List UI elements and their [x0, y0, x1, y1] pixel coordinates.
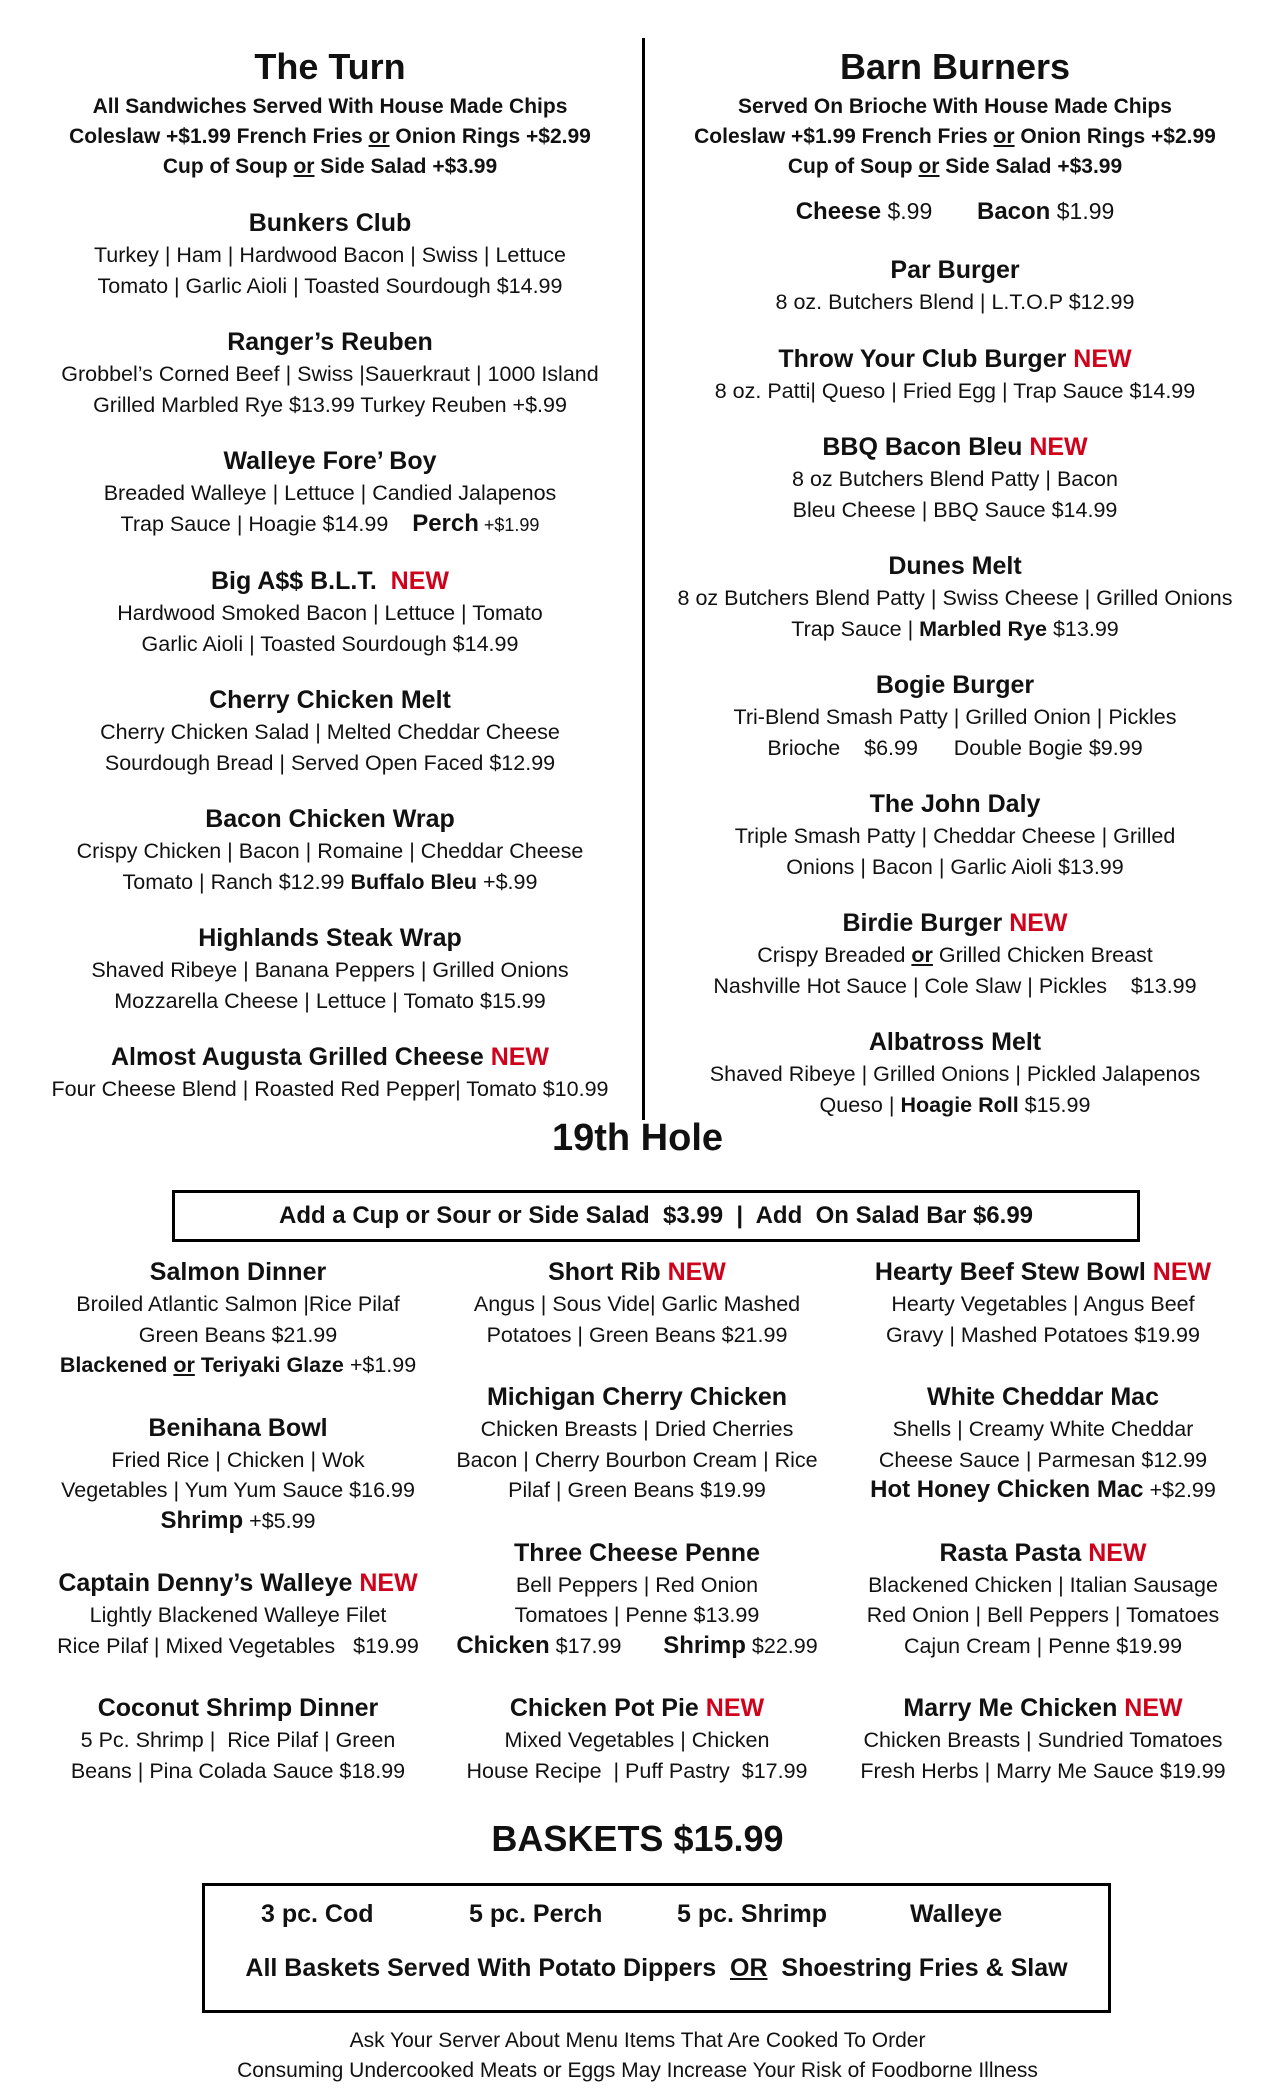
the-turn-subtitle-3: Cup of Soup or Side Salad +$3.99	[162, 155, 498, 179]
item-name: Short Rib NEW	[548, 1258, 726, 1286]
menu-item-the-john-daly	[655, 787, 1255, 882]
item-desc: Rice Pilaf | Mixed Vegetables $19.99	[57, 1633, 419, 1658]
item-name: Dunes Melt	[888, 552, 1022, 581]
item-desc: 8 oz Butchers Blend Patty | Swiss Cheese | Grilled Onions	[677, 586, 1233, 611]
menu-item-white-cheddar-mac	[838, 1380, 1248, 1506]
item-desc: Shells | Creamy White Cheddar	[892, 1417, 1194, 1441]
item-desc: Angus | Sous Vide| Garlic Mashed	[473, 1292, 801, 1316]
the-turn-subtitle-1: All Sandwiches Served With House Made Chips	[92, 95, 568, 119]
item-desc: Red Onion | Bell Peppers | Tomatoes	[866, 1603, 1220, 1627]
item-desc: Bacon | Cherry Bourbon Cream | Rice	[456, 1447, 818, 1472]
item-name: Ranger’s Reuben	[227, 328, 433, 357]
item-name: Albatross Melt	[868, 1028, 1042, 1057]
barn-burners-subtitle-1: Served On Brioche With House Made Chips	[738, 95, 1172, 119]
item-desc: Triple Smash Patty | Cheddar Cheese | Grilled	[734, 824, 1176, 849]
menu-item-highlands-steak-wrap	[30, 921, 630, 1016]
item-name: Highlands Steak Wrap	[198, 924, 462, 953]
item-desc: Blackened Chicken | Italian Sausage	[868, 1572, 1218, 1597]
item-desc: Queso | Hoagie Roll $15.99	[819, 1092, 1091, 1117]
footer-line-1: Ask Your Server About Menu Items That Are Cooked To Order	[349, 2029, 926, 2052]
menu-item-chicken-pot-pie	[432, 1691, 842, 1786]
barn-burners-subtitle-2: Coleslaw +$1.99 French Fries or Onion Rings +$2.99	[694, 125, 1216, 149]
19th-hole-column-1	[33, 1255, 443, 1786]
new-badge: NEW	[1088, 1538, 1147, 1567]
item-name: Throw Your Club Burger NEW	[778, 344, 1132, 373]
item-desc: Tomato | Garlic Aioli | Toasted Sourdough $14.99	[97, 273, 563, 298]
item-desc: Fresh Herbs | Marry Me Sauce $19.99	[860, 1758, 1226, 1783]
item-desc: Cherry Chicken Salad | Melted Cheddar Cheese	[100, 720, 560, 745]
item-desc: Nashville Hot Sauce | Cole Slaw | Pickles $13.99	[713, 973, 1197, 998]
item-desc: Mixed Vegetables | Chicken	[504, 1728, 770, 1752]
barn-burners-title: Barn Burners	[839, 46, 1071, 87]
item-desc: Green Beans $21.99	[138, 1322, 338, 1347]
burger-addons: Cheese $.99 Bacon $1.99	[795, 198, 1115, 226]
basket-option-perch: 5 pc. Perch	[469, 1900, 603, 1928]
item-desc: Bleu Cheese | BBQ Sauce $14.99	[792, 497, 1118, 522]
new-badge: NEW	[390, 567, 449, 596]
item-name: Almost Augusta Grilled Cheese NEW	[110, 1043, 550, 1072]
menu-item-benihana-bowl	[33, 1411, 443, 1537]
item-name: Captain Denny’s Walleye NEW	[58, 1569, 418, 1597]
footer-disclaimer	[0, 2026, 1275, 2086]
new-badge: NEW	[667, 1258, 726, 1286]
item-desc: Shaved Ribeye | Grilled Onions | Pickled Jalapenos	[709, 1062, 1201, 1087]
item-desc: Crispy Breaded or Grilled Chicken Breast	[757, 943, 1153, 968]
item-name: Bacon Chicken Wrap	[205, 805, 455, 834]
item-desc: Grobbel’s Corned Beef | Swiss |Sauerkraut | 1000 Island	[61, 362, 599, 387]
item-name: Bunkers Club	[248, 209, 412, 238]
item-desc: Breaded Walleye | Lettuce | Candied Jalapenos	[103, 481, 557, 506]
item-name: Birdie Burger NEW	[842, 909, 1068, 938]
menu-item-bogie-burger	[655, 668, 1255, 763]
item-desc: 8 oz Butchers Blend Patty | Bacon	[792, 467, 1118, 492]
item-desc: Cajun Cream | Penne $19.99	[903, 1633, 1183, 1658]
new-badge: NEW	[490, 1043, 550, 1072]
item-name: Marry Me Chicken NEW	[903, 1694, 1183, 1722]
item-desc: Shrimp +$5.99	[160, 1506, 316, 1534]
19th-hole-title: 19th Hole	[551, 1117, 724, 1159]
baskets-box	[202, 1883, 1111, 2013]
new-badge: NEW	[1124, 1694, 1183, 1722]
item-desc: Brioche $6.99 Double Bogie $9.99	[767, 735, 1143, 760]
item-name: White Cheddar Mac	[927, 1383, 1159, 1411]
menu-item-bunkers-club	[30, 206, 630, 301]
item-name: BBQ Bacon Bleu NEW	[822, 433, 1088, 462]
menu-item-marry-me-chicken	[838, 1691, 1248, 1786]
item-name: Bogie Burger	[875, 671, 1035, 700]
item-desc: Hot Honey Chicken Mac +$2.99	[870, 1476, 1216, 1503]
item-desc: Shaved Ribeye | Banana Peppers | Grilled Onions	[91, 958, 569, 983]
item-name: Coconut Shrimp Dinner	[97, 1694, 379, 1722]
basket-option-walleye: Walleye	[910, 1900, 1003, 1928]
the-turn-subtitle-2: Coleslaw +$1.99 French Fries or Onion Rings +$2.99	[69, 125, 591, 149]
item-desc: Mozzarella Cheese | Lettuce | Tomato $15.99	[114, 988, 546, 1013]
item-name: Hearty Beef Stew Bowl NEW	[874, 1258, 1212, 1286]
baskets-title: BASKETS $15.99	[491, 1818, 784, 1859]
menu-item-birdie-burger	[655, 906, 1255, 1001]
item-name: Walleye Fore’ Boy	[223, 447, 437, 476]
item-desc: Broiled Atlantic Salmon |Rice Pilaf	[76, 1292, 400, 1316]
item-desc: Turkey | Ham | Hardwood Bacon | Swiss | Lettuce	[93, 243, 567, 268]
item-desc: Cheese Sauce | Parmesan $12.99	[878, 1447, 1208, 1472]
item-desc: 5 Pc. Shrimp | Rice Pilaf | Green	[80, 1728, 396, 1752]
the-turn-title: The Turn	[254, 46, 406, 87]
item-name: Cherry Chicken Melt	[209, 686, 451, 715]
item-desc: Chicken Breasts | Dried Cherries	[480, 1417, 794, 1441]
item-name: Three Cheese Penne	[514, 1538, 760, 1567]
item-desc: Grilled Marbled Rye $13.99 Turkey Reuben +$.99	[93, 392, 567, 417]
item-name: Salmon Dinner	[149, 1258, 327, 1286]
menu-item-bbq-bacon-bleu	[655, 430, 1255, 525]
menu-item-captain-dennys-walleye	[33, 1566, 443, 1661]
menu-item-par-burger	[655, 253, 1255, 318]
item-desc: Vegetables | Yum Yum Sauce $16.99	[61, 1478, 415, 1502]
menu-item-dunes-melt	[655, 549, 1255, 644]
item-desc: Lightly Blackened Walleye Filet	[89, 1603, 387, 1627]
item-name: Par Burger	[890, 256, 1020, 285]
new-badge: NEW	[359, 1569, 418, 1597]
item-desc: Beans | Pina Colada Sauce $18.99	[70, 1758, 406, 1783]
item-name: The John Daly	[869, 790, 1041, 819]
item-desc: Tri-Blend Smash Patty | Grilled Onion | Pickles	[733, 705, 1177, 730]
menu-item-three-cheese-penne	[432, 1536, 842, 1662]
item-desc: Fried Rice | Chicken | Wok	[111, 1447, 365, 1472]
new-badge: NEW	[1029, 433, 1088, 462]
item-desc: Hardwood Smoked Bacon | Lettuce | Tomato	[117, 601, 543, 626]
menu-item-almost-augusta-grilled-cheese	[30, 1040, 630, 1105]
item-desc: Tomato | Ranch $12.99 Buffalo Bleu +$.99	[122, 869, 538, 894]
19th-hole-column-2	[432, 1255, 842, 1786]
item-desc: Pilaf | Green Beans $19.99	[508, 1478, 766, 1502]
item-name: Benihana Bowl	[148, 1413, 328, 1442]
item-desc: Sourdough Bread | Served Open Faced $12.99	[104, 750, 556, 775]
barn-burners-section	[655, 45, 1255, 1120]
new-badge: NEW	[1152, 1258, 1212, 1286]
menu-item-rasta-pasta	[838, 1536, 1248, 1662]
column-divider	[642, 38, 645, 1120]
item-desc: Trap Sauce | Marbled Rye $13.99	[791, 616, 1119, 641]
the-turn-section	[30, 45, 630, 1105]
item-desc: Potatoes | Green Beans $21.99	[486, 1322, 788, 1347]
19th-hole-column-3	[838, 1255, 1248, 1786]
item-name: Big A$$ B.L.T. NEW	[211, 567, 449, 596]
basket-note: All Baskets Served With Potato Dippers OR Shoestring Fries & Slaw	[245, 1954, 1068, 1982]
menu-item-short-rib	[432, 1255, 842, 1350]
new-badge: NEW	[1009, 909, 1068, 938]
item-desc: 8 oz. Patti| Queso | Fried Egg | Trap Sauce $14.99	[714, 378, 1196, 403]
item-desc: Trap Sauce | Hoagie $14.99 Perch +$1.99	[120, 509, 540, 537]
basket-option-cod: 3 pc. Cod	[261, 1900, 374, 1928]
item-desc: Hearty Vegetables | Angus Beef	[891, 1292, 1195, 1316]
footer-line-2: Consuming Undercooked Meats or Eggs May Increase Your Risk of Foodborne Illness	[237, 2059, 1038, 2082]
menu-item-walleye-fore-boy	[30, 444, 630, 540]
menu-item-rangers-reuben	[30, 325, 630, 420]
menu-item-michigan-cherry-chicken	[432, 1380, 842, 1506]
menu-item-big-blt	[30, 564, 630, 659]
item-name: Rasta Pasta NEW	[939, 1538, 1147, 1567]
menu-item-coconut-shrimp-dinner	[33, 1691, 443, 1786]
item-desc: House Recipe | Puff Pastry $17.99	[466, 1758, 808, 1783]
new-badge: NEW	[1073, 344, 1132, 373]
item-name: Michigan Cherry Chicken	[486, 1383, 788, 1411]
item-desc: Bell Peppers | Red Onion	[515, 1572, 759, 1597]
menu-item-albatross-melt	[655, 1025, 1255, 1120]
menu-item-bacon-chicken-wrap	[30, 802, 630, 897]
item-desc: Blackened or Teriyaki Glaze +$1.99	[59, 1353, 417, 1377]
barn-burners-subtitle-3: Cup of Soup or Side Salad +$3.99	[787, 155, 1123, 179]
item-desc: Garlic Aioli | Toasted Sourdough $14.99	[141, 631, 519, 656]
menu-item-hearty-beef-stew-bowl	[838, 1255, 1248, 1350]
basket-options	[205, 1900, 1108, 1934]
menu-item-throw-your-club-burger	[655, 342, 1255, 407]
item-desc: Four Cheese Blend | Roasted Red Pepper| Tomato $10.99	[51, 1077, 609, 1102]
item-desc: Tomatoes | Penne $13.99	[514, 1603, 760, 1627]
basket-option-shrimp: 5 pc. Shrimp	[677, 1900, 828, 1928]
menu-item-cherry-chicken-melt	[30, 683, 630, 778]
item-name: Chicken Pot Pie NEW	[509, 1694, 765, 1722]
item-desc: Chicken Breasts | Sundried Tomatoes	[863, 1728, 1223, 1752]
menu-item-salmon-dinner	[33, 1255, 443, 1381]
salad-bar-box: Add a Cup or Sour or Side Salad $3.99 | Add On Salad Bar $6.99	[172, 1190, 1140, 1242]
item-desc: 8 oz. Butchers Blend | L.T.O.P $12.99	[775, 290, 1135, 315]
item-desc: Onions | Bacon | Garlic Aioli $13.99	[786, 854, 1124, 879]
new-badge: NEW	[705, 1694, 765, 1722]
item-desc: Crispy Chicken | Bacon | Romaine | Cheddar Cheese	[76, 839, 584, 864]
item-desc: Chicken $17.99 Shrimp $22.99	[456, 1631, 818, 1659]
item-desc: Gravy | Mashed Potatoes $19.99	[886, 1322, 1200, 1347]
